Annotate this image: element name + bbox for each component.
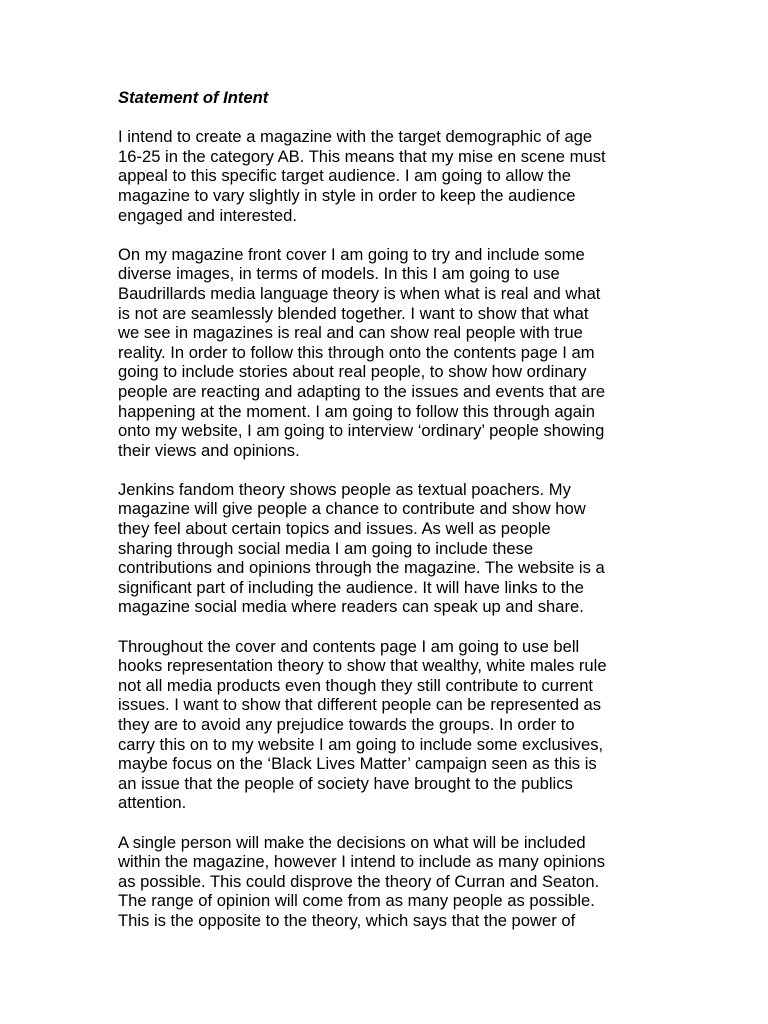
text-line: diverse images, in terms of models. In this I am going to use bbox=[118, 264, 560, 284]
paragraph-jenkins-fandom bbox=[118, 480, 658, 617]
document-title: Statement of Intent bbox=[118, 88, 269, 107]
paragraph-target-audience bbox=[118, 127, 658, 225]
text-line: they feel about certain topics and issues. As well as people bbox=[118, 519, 551, 539]
text-line: Throughout the cover and contents page I am going to use bell bbox=[118, 636, 580, 656]
text-line: contributions and opinions through the magazine. The website is a bbox=[118, 558, 605, 578]
text-line: maybe focus on the ‘Black Lives Matter’ campaign seen as this is bbox=[118, 754, 597, 774]
text-line: issues. I want to show that different people can be represented as bbox=[118, 695, 602, 715]
text-line: carry this on to my website I am going to include some exclusives, bbox=[118, 734, 604, 754]
paragraph-bell-hooks bbox=[118, 637, 658, 813]
text-line: magazine social media where readers can speak up and share. bbox=[118, 597, 584, 617]
text-line: not all media products even though they still contribute to current bbox=[118, 675, 594, 695]
text-line: sharing through social media I am going to include these bbox=[118, 538, 534, 558]
text-line: reality. In order to follow this through onto the contents page I am bbox=[118, 342, 595, 362]
text-line: The range of opinion will come from as many people as possible. bbox=[118, 891, 595, 911]
text-line: Jenkins fandom theory shows people as textual poachers. My bbox=[118, 479, 571, 499]
text-line: an issue that the people of society have brought to the publics bbox=[118, 773, 573, 793]
document-body bbox=[118, 88, 658, 950]
text-line: hooks representation theory to show that wealthy, white males rule bbox=[118, 656, 607, 676]
text-line: we see in magazines is real and can show real people with true bbox=[118, 323, 583, 343]
text-line: This is the opposite to the theory, which says that the power of bbox=[118, 910, 576, 930]
text-line: A single person will make the decisions on what will be included bbox=[118, 832, 586, 852]
text-line: attention. bbox=[118, 793, 187, 813]
text-line: going to include stories about real people, to show how ordinary bbox=[118, 362, 587, 382]
paragraph-curran-seaton bbox=[118, 833, 658, 931]
text-line: appeal to this specific target audience. I am going to allow the bbox=[118, 166, 571, 186]
text-line: 16-25 in the category AB. This means that my mise en scene must bbox=[118, 146, 606, 166]
text-line: onto my website, I am going to interview ‘ordinary’ people showing bbox=[118, 421, 605, 441]
text-line: happening at the moment. I am going to follow this through again bbox=[118, 401, 595, 421]
text-line: On my magazine front cover I am going to try and include some bbox=[118, 244, 585, 264]
text-line: Baudrillards media language theory is when what is real and what bbox=[118, 283, 601, 303]
text-line: is not are seamlessly blended together. I want to show that what bbox=[118, 303, 589, 323]
text-line: within the magazine, however I intend to include as many opinions bbox=[118, 852, 606, 872]
text-line: their views and opinions. bbox=[118, 440, 300, 460]
text-line: significant part of including the audience. It will have links to the bbox=[118, 577, 584, 597]
text-line: as possible. This could disprove the theory of Curran and Seaton. bbox=[118, 871, 600, 891]
text-line: magazine will give people a chance to contribute and show how bbox=[118, 499, 586, 519]
text-line: I intend to create a magazine with the target demographic of age bbox=[118, 127, 593, 147]
text-line: magazine to vary slightly in style in order to keep the audience bbox=[118, 185, 576, 205]
text-line: they are to avoid any prejudice towards the groups. In order to bbox=[118, 715, 575, 734]
paragraph-front-cover bbox=[118, 245, 658, 461]
text-line: people are reacting and adapting to the issues and events that are bbox=[118, 381, 606, 401]
text-line: engaged and interested. bbox=[118, 205, 297, 225]
